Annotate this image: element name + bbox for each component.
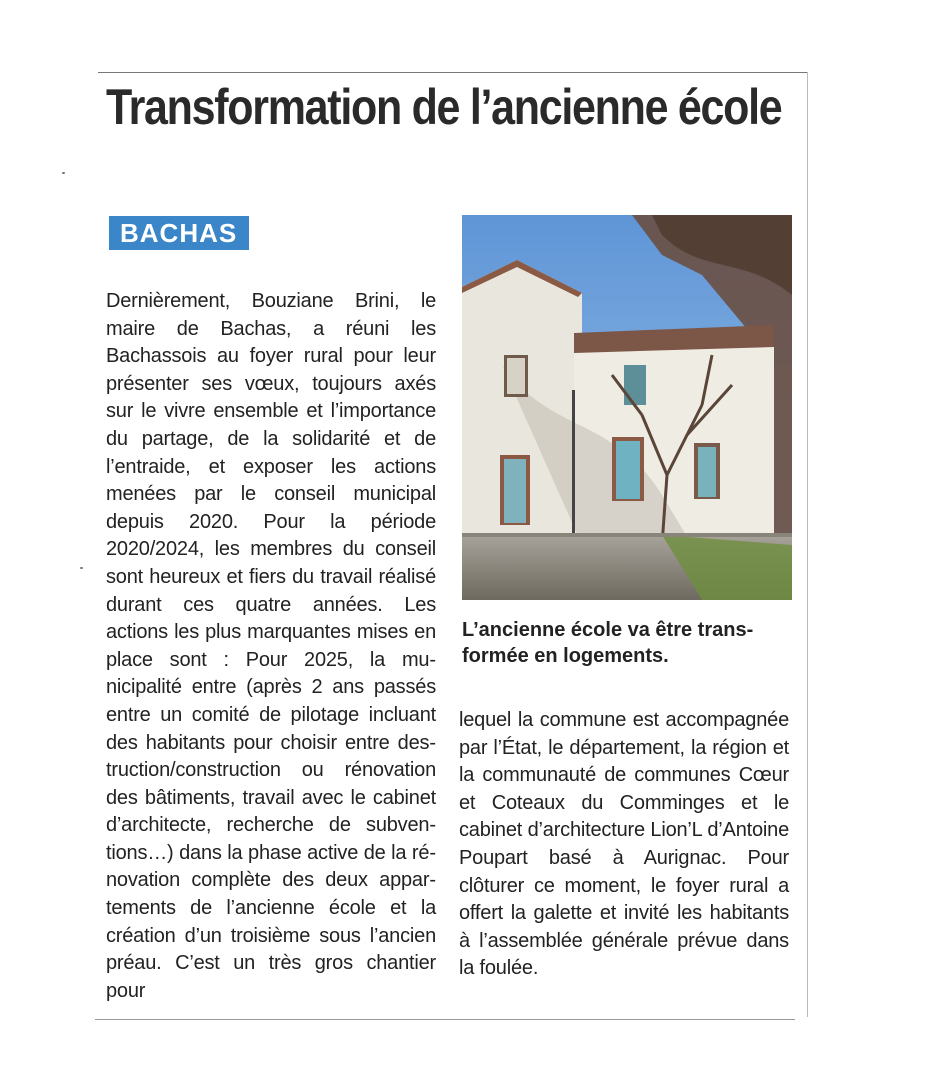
school-building-illustration (462, 215, 792, 600)
scan-speck (80, 567, 83, 569)
article-body-left-column: Dernièrement, Bouziane Brini, le maire de Bachas, a réuni les Bachassois au foyer rural pour leur présenter ses vœux, toujours axés sur le vivre ensemble et l’importance du partage, de la solidarité et de l’entraide, et exposer les actions menées par le conseil municipal depuis 2020. Pour la période 2020/2024, les membres du conseil sont heureux et fiers du travail réalisé durant ces quatre années. Les actions les plus marquantes mises en place sont : Pour 2025, la municipalité entre (après 2 ans passés entre un comité de pilotage incluant des habitants pour choisir entre destruction/construction ou rénovation des bâtiments, travail avec le cabinet d’architecte, recherche de subventions…) dans la phase active de la rénovation complète des deux appartements de l’ancienne école et la création d’un troisième sous l’ancien préau. C’est un très gros chantier pour (106, 290, 436, 1002)
right-rule (807, 72, 808, 1017)
photo-caption: L’ancienne école va être transformée en logements. (462, 619, 754, 667)
article-photo (462, 215, 792, 600)
article-body-right-column: lequel la commune est accompagnée par l’État, le département, la région et la communauté de communes Cœur et Coteaux du Comminges et le cabinet d’architecture Lion’L d’Antoine Poupart basé à Aurignac. Pour clôturer ce moment, le foyer rural a offert la galette et invité les habitants à l’assemblée générale prévue dans la foulée. (459, 709, 789, 980)
top-rule (98, 72, 808, 73)
article-headline: Transformation de l’ancienne école (106, 79, 782, 135)
bottom-rule (95, 1019, 795, 1020)
scan-speck (62, 172, 65, 174)
location-kicker: BACHAS (109, 216, 249, 250)
